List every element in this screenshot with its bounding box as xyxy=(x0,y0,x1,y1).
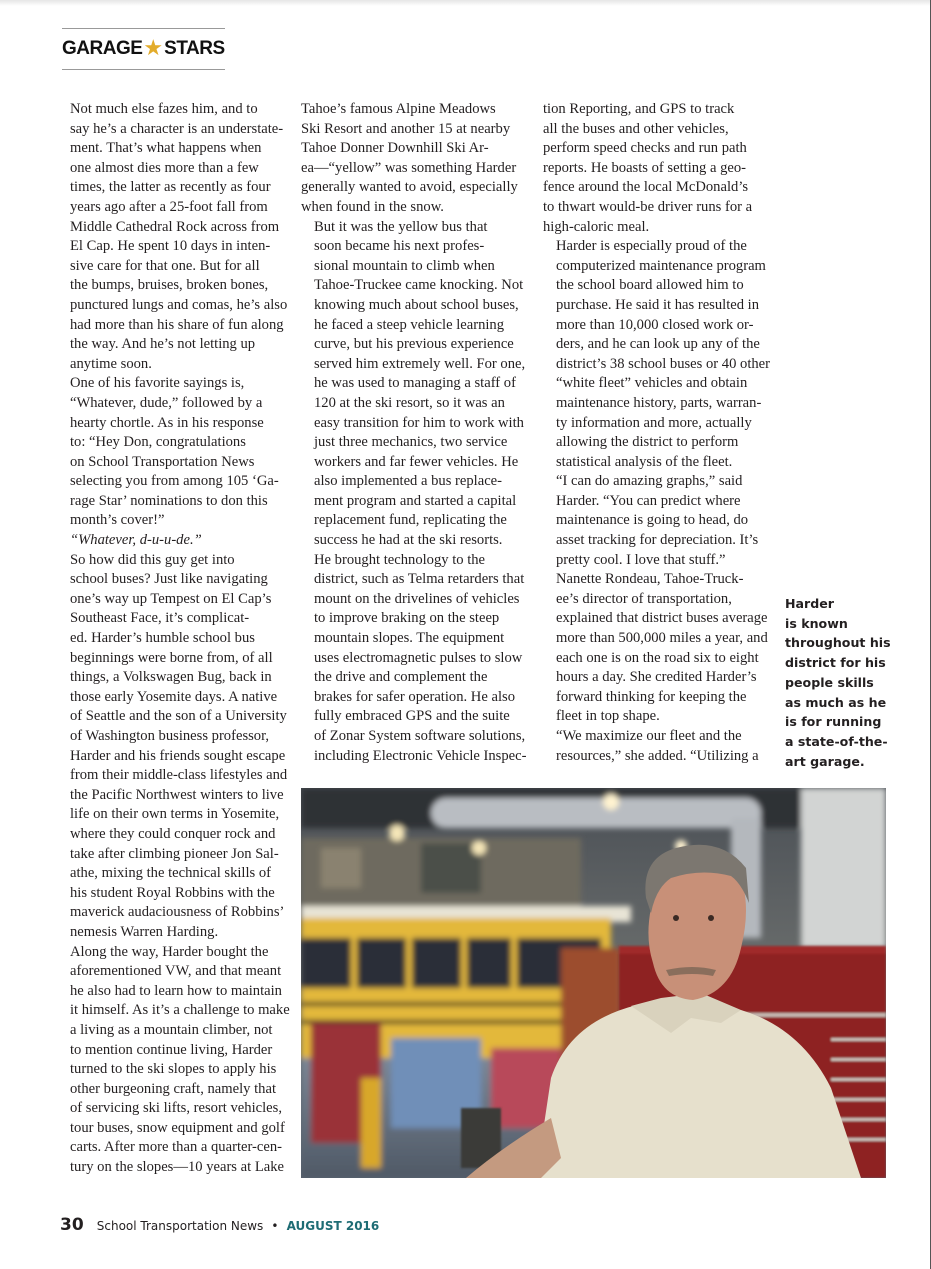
article-paragraph xyxy=(543,472,768,570)
text-line: tury on the slopes—10 years at Lake xyxy=(70,1159,284,1176)
text-line: from their middle-class lifestyles and xyxy=(70,767,288,784)
text-line: times, the latter as recently as four xyxy=(70,179,271,196)
text-line: Tahoe’s famous Alpine Meadows xyxy=(301,101,496,117)
text-line: maverick audaciousness of Robbins’ xyxy=(70,904,285,921)
text-line: mount on the drivelines of vehicles xyxy=(314,590,520,607)
text-line: tour buses, snow equipment and golf xyxy=(70,1119,285,1136)
text-line: the school board allowed him to xyxy=(556,277,744,294)
article-paragraph xyxy=(301,100,523,218)
article-paragraph xyxy=(301,218,526,551)
text-line: served him extremely well. For one, xyxy=(314,355,526,372)
article-paragraph xyxy=(543,570,768,727)
article-column-3 xyxy=(543,100,771,766)
text-line: more than 500,000 miles a year, and xyxy=(556,630,768,647)
text-line: generally wanted to avoid, especially xyxy=(301,179,518,196)
text-line: all the buses and other vehicles, xyxy=(543,120,729,137)
text-line: fully embraced GPS and the suite xyxy=(314,708,510,725)
text-line: district, such as Telma retarders that xyxy=(314,571,525,588)
text-line: Ski Resort and another 15 at nearby xyxy=(301,120,511,137)
article-paragraph xyxy=(543,100,768,237)
text-line: Southeast Face, it’s complicat- xyxy=(70,610,250,627)
article-column-2 xyxy=(301,100,527,766)
pull-quote-line: district for his xyxy=(785,655,886,671)
text-line: ty information and more, actually xyxy=(556,414,752,431)
text-line: ment program and started a capital xyxy=(314,492,517,509)
text-line: maintenance is going to head, do xyxy=(556,512,749,529)
text-line: of Zonar System software solutions, xyxy=(314,728,526,744)
garage-photo xyxy=(301,788,886,1178)
article-paragraph xyxy=(543,727,768,766)
footer-separator: • xyxy=(271,1219,279,1233)
text-line: it himself. As it’s a challenge to make xyxy=(70,1002,290,1019)
text-line: of servicing ski lifts, resort vehicles, xyxy=(70,1100,282,1117)
text-line: the Pacific Northwest winters to live xyxy=(70,786,284,803)
text-line: one almost dies more than a few xyxy=(70,159,259,176)
logo-word-garage: GARAGE xyxy=(62,38,143,59)
text-line: hours a day. She credited Harder’s xyxy=(556,669,757,686)
text-line: But it was the yellow bus that xyxy=(314,218,488,235)
text-line: “I can do amazing graphs,” said xyxy=(556,473,743,490)
text-line: he was used to managing a staff of xyxy=(314,375,516,392)
text-line: the bumps, bruises, broken bones, xyxy=(70,277,269,294)
article-paragraph xyxy=(57,374,279,531)
text-line: “Whatever, dude,” followed by a xyxy=(70,394,263,411)
text-line: month’s cover!” xyxy=(70,512,165,529)
logo-word-stars: STARS xyxy=(164,38,225,59)
article-paragraph xyxy=(57,100,288,374)
text-line: uses electromagnetic pulses to slow xyxy=(314,649,523,666)
text-line: Harder. “You can predict where xyxy=(556,492,741,509)
text-line: of Seattle and the son of a University xyxy=(70,708,287,725)
text-line: life on their own terms in Yosemite, xyxy=(70,806,280,823)
text-line: fleet in top shape. xyxy=(556,708,660,725)
text-line: including Electronic Vehicle Inspec- xyxy=(314,747,527,764)
text-line: take after climbing pioneer Jon Sal- xyxy=(70,845,279,862)
text-line: statistical analysis of the fleet. xyxy=(556,453,733,470)
pull-quote-line: is known xyxy=(785,615,848,631)
article-column-1 xyxy=(57,100,290,1178)
text-line: just three mechanics, two service xyxy=(314,434,508,451)
text-line: district’s 38 school buses or 40 other xyxy=(556,355,771,372)
text-line: soon became his next profes- xyxy=(314,238,485,255)
text-line: explained that district buses average xyxy=(556,610,768,627)
text-line: workers and far fewer vehicles. He xyxy=(314,453,519,470)
text-line: ders, and he can look up any of the xyxy=(556,336,760,353)
text-line: Harder is especially proud of the xyxy=(556,238,747,255)
text-line: asset tracking for depreciation. It’s xyxy=(556,532,759,549)
text-line: allowing the district to perform xyxy=(556,434,739,451)
pull-quote-line: throughout his xyxy=(785,635,891,651)
text-line: “white fleet” vehicles and obtain xyxy=(556,375,748,392)
text-line: Tahoe-Truckee came knocking. Not xyxy=(314,277,524,294)
text-line: Harder and his friends sought escape xyxy=(70,747,286,764)
text-line: the drive and complement the xyxy=(314,669,488,686)
text-line: he also had to learn how to maintain xyxy=(70,982,282,999)
text-line: El Cap. He spent 10 days in inten- xyxy=(70,238,271,255)
text-line: each one is on the road six to eight xyxy=(556,649,759,666)
text-line: success he had at the ski resorts. xyxy=(314,532,503,549)
garage-stars-logo xyxy=(62,28,225,70)
text-line: Middle Cathedral Rock across from xyxy=(70,218,280,235)
text-line: punctured lungs and comas, he’s also xyxy=(70,296,288,313)
text-line: to: “Hey Don, congratulations xyxy=(70,434,246,451)
page-footer xyxy=(60,1215,379,1235)
text-line: purchase. He said it has resulted in xyxy=(556,296,760,313)
page-top-shadow xyxy=(0,0,931,6)
text-line: years ago after a 25-foot fall from xyxy=(70,198,268,215)
text-line: turned to the ski slopes to apply his xyxy=(70,1061,277,1078)
text-line: tion Reporting, and GPS to track xyxy=(543,101,735,117)
article-paragraph xyxy=(57,943,290,1178)
publication-name: School Transportation News xyxy=(96,1219,264,1233)
article-paragraph xyxy=(57,551,288,943)
text-line: mountain slopes. The equipment xyxy=(314,630,505,647)
article-paragraph xyxy=(543,237,771,472)
star-icon: ★ xyxy=(143,36,164,61)
text-line: beginnings were borne from, of all xyxy=(70,649,273,666)
text-line: selecting you from among 105 ‘Ga- xyxy=(70,473,279,490)
text-line: curve, but his previous experience xyxy=(314,336,514,353)
text-line: brakes for safer operation. He also xyxy=(314,688,515,705)
pull-quote-line: as much as he xyxy=(785,694,887,710)
text-line: reports. He boasts of setting a geo- xyxy=(543,159,747,176)
text-line: Tahoe Donner Downhill Ski Ar- xyxy=(301,140,489,157)
text-line: ee’s director of transportation, xyxy=(556,590,732,607)
text-line: easy transition for him to work with xyxy=(314,414,524,431)
pull-quote-line: people skills xyxy=(785,674,874,690)
text-line: Along the way, Harder bought the xyxy=(70,943,269,960)
text-line: sional mountain to climb when xyxy=(314,257,495,274)
text-line: his student Royal Robbins with the xyxy=(70,884,275,901)
text-line: Not much else fazes him, and to xyxy=(70,101,258,117)
text-line: athe, mixing the technical skills of xyxy=(70,865,272,882)
text-line: replacement fund, replicating the xyxy=(314,512,507,529)
text-line: things, a Volkswagen Bug, back in xyxy=(70,669,272,686)
text-line: the way. And he’s not letting up xyxy=(70,336,256,353)
text-line: ment. That’s what happens when xyxy=(70,140,262,157)
text-line: where they could conquer rock and xyxy=(70,825,276,842)
text-line: when found in the snow. xyxy=(301,198,444,215)
text-line: fence around the local McDonald’s xyxy=(543,179,749,196)
article-paragraph xyxy=(301,551,527,767)
text-line: high-caloric meal. xyxy=(543,218,650,235)
text-line: had more than his share of fun along xyxy=(70,316,284,333)
pull-quote xyxy=(785,594,895,771)
text-line: say he’s a character is an understate- xyxy=(70,120,284,137)
text-line: on School Transportation News xyxy=(70,453,255,470)
issue-date: AUGUST 2016 xyxy=(286,1219,380,1233)
text-line: also implemented a bus replace- xyxy=(314,473,503,490)
text-line: knowing much about school buses, xyxy=(314,296,519,313)
text-line: anytime soon. xyxy=(70,355,152,372)
text-line: perform speed checks and run path xyxy=(543,140,747,157)
text-line: 120 at the ski resort, so it was an xyxy=(314,394,505,411)
page-number: 30 xyxy=(60,1215,84,1235)
text-line: One of his favorite sayings is, xyxy=(70,375,245,392)
text-line: “Whatever, d-u-u-de.” xyxy=(70,532,202,549)
pull-quote-line: a state-of-the- xyxy=(785,733,888,749)
text-line: those early Yosemite days. A native xyxy=(70,688,278,705)
text-line: So how did this guy get into xyxy=(70,551,235,568)
text-line: He brought technology to the xyxy=(314,551,486,568)
text-line: to improve braking on the steep xyxy=(314,610,500,627)
text-line: school buses? Just like navigating xyxy=(70,571,268,588)
text-line: rage Star’ nominations to don this xyxy=(70,492,268,509)
pull-quote-line: Harder xyxy=(785,596,835,611)
photo-illustration xyxy=(301,788,886,1178)
text-line: “We maximize our fleet and the xyxy=(556,728,742,744)
text-line: resources,” she added. “Utilizing a xyxy=(556,747,759,764)
text-line: nemesis Warren Harding. xyxy=(70,923,219,940)
text-line: he faced a steep vehicle learning xyxy=(314,316,505,333)
text-line: computerized maintenance program xyxy=(556,257,766,274)
text-line: sive care for that one. But for all xyxy=(70,257,260,274)
text-line: pretty cool. I love that stuff.” xyxy=(556,551,726,568)
text-line: other burgeoning craft, namely that xyxy=(70,1080,277,1097)
text-line: more than 10,000 closed work or- xyxy=(556,316,754,333)
text-line: of Washington business professor, xyxy=(70,728,270,744)
text-line: carts. After more than a quarter-cen- xyxy=(70,1139,283,1156)
text-line: ed. Harder’s humble school bus xyxy=(70,630,255,647)
text-line: aforementioned VW, and that meant xyxy=(70,963,282,980)
pull-quote-line: art garage. xyxy=(785,753,865,769)
text-line: a living as a mountain climber, not xyxy=(70,1021,273,1038)
text-line: hearty chortle. As in his response xyxy=(70,414,264,431)
text-line: forward thinking for keeping the xyxy=(556,688,747,705)
article-paragraph xyxy=(57,531,279,551)
text-line: to thwart would-be driver runs for a xyxy=(543,198,753,215)
text-line: to mention continue living, Harder xyxy=(70,1041,273,1058)
text-line: maintenance history, parts, warran- xyxy=(556,394,762,411)
pull-quote-line: is for running xyxy=(785,714,882,730)
text-line: Nanette Rondeau, Tahoe-Truck- xyxy=(556,571,744,588)
text-line: one’s way up Tempest on El Cap’s xyxy=(70,590,272,607)
text-line: ea—“yellow” was something Harder xyxy=(301,159,517,176)
